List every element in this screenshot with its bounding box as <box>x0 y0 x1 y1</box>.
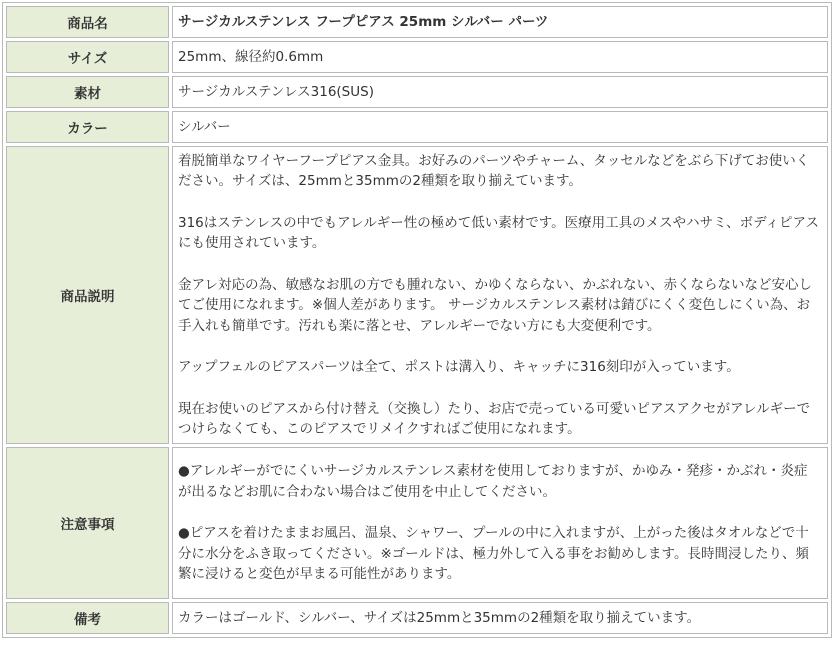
note-value: カラーはゴールド、シルバー、サイズは25mmと35mmの2種類を取り揃えています。 <box>172 602 828 634</box>
row-color <box>6 111 828 143</box>
product-name-label: 商品名 <box>6 6 169 38</box>
description-value <box>172 146 828 444</box>
caution-paragraph: ●ピアスを着けたままお風呂、温泉、シャワー、プールの中に入れますが、上がった後はタオルなどで十分に水分をふき取ってください。※ゴールドは、極力外して入る事をお勧めします。長時間浸したり、頻繁に浸けると変色が早まる可能性があります。 <box>178 525 809 583</box>
size-value: 25mm、線径約0.6mm <box>172 41 828 73</box>
row-description <box>6 146 828 444</box>
row-note <box>6 602 828 634</box>
row-size <box>6 41 828 73</box>
material-value: サージカルステンレス316(SUS) <box>172 76 828 108</box>
size-label: サイズ <box>6 41 169 73</box>
caution-label: 注意事項 <box>6 447 169 599</box>
caution-paragraph: ●アレルギーがでにくいサージカルステンレス素材を使用しておりますが、かゆみ・発疹・かぶれ・炎症が出るなどお肌に合わない場合はご使用を中止してください。 <box>178 463 808 500</box>
caution-value <box>172 447 828 599</box>
description-paragraph: 現在お使いのピアスから付け替え（交換し）たり、お店で売っている可愛いピアスアクセがアレルギーでつけらなくても、このピアスでリメイクすればご使用になれます。 <box>178 400 811 437</box>
description-paragraph: アップフェルのピアスパーツは全て、ポストは溝入り、キャッチに316刻印が入っています。 <box>178 359 740 375</box>
row-product-name <box>6 6 828 38</box>
row-caution <box>6 447 828 599</box>
description-label: 商品説明 <box>6 146 169 444</box>
product-spec-table <box>2 2 832 638</box>
description-paragraph: 着脱簡単なワイヤーフープピアス金具。お好みのパーツやチャーム、タッセルなどをぶら下げてお使いください。サイズは、25mmと35mmの2種類を取り揃えています。 <box>178 152 810 189</box>
row-material <box>6 76 828 108</box>
material-label: 素材 <box>6 76 169 108</box>
color-value: シルバー <box>172 111 828 143</box>
product-name-value: サージカルステンレス フープピアス 25mm シルバー パーツ <box>172 6 828 38</box>
description-paragraph: 金アレ対応の為、敏感なお肌の方でも腫れない、かゆくならない、かぶれない、赤くならないなど安心してご使用になれます。※個人差があります。 サージカルステンレス素材は錆びにくく変色しにくい為、お手入れも簡単です。汚れも楽に落とせ、アレルギーでない方にも大変便利です。 <box>178 276 812 334</box>
note-label: 備考 <box>6 602 169 634</box>
color-label: カラー <box>6 111 169 143</box>
description-paragraph: 316はステンレスの中でもアレルギー性の極めて低い素材です。医療用工具のメスやハサミ、ボディピアスにも使用されています。 <box>178 214 819 251</box>
